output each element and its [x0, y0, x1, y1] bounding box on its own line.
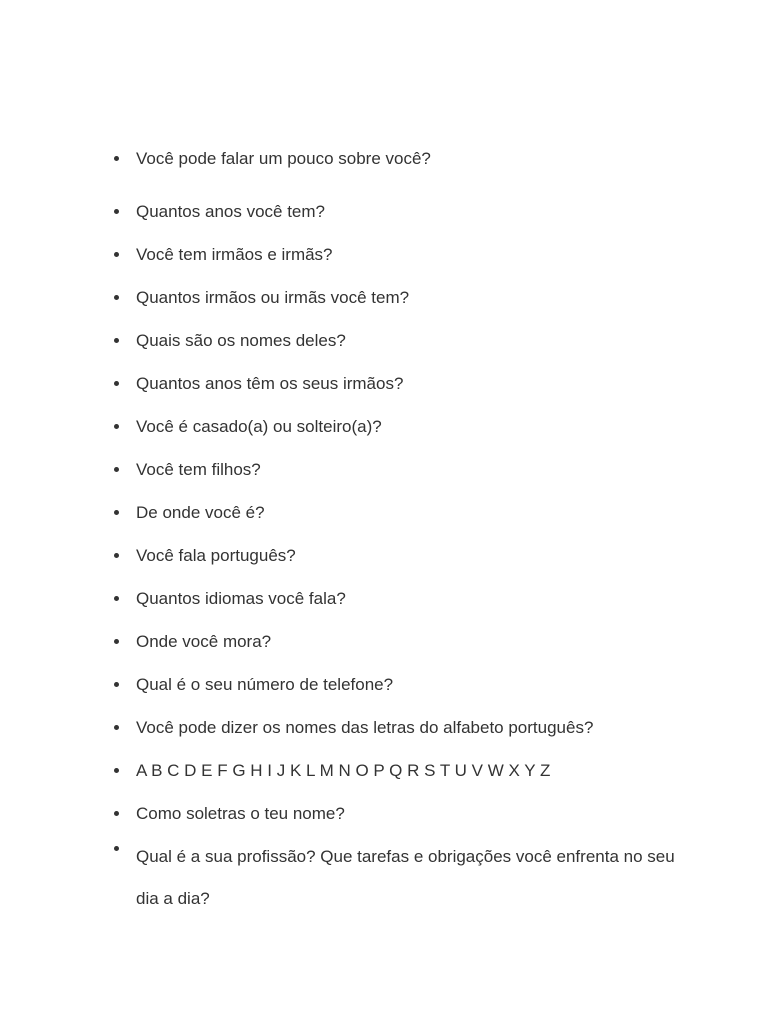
list-item	[136, 500, 696, 526]
question-text: De onde você é?	[136, 503, 265, 522]
question-text: Qual é a sua profissão? Que tarefas e obrigações você enfrenta no seu dia a dia?	[136, 847, 675, 908]
question-text: Como soletras o teu nome?	[136, 804, 345, 823]
list-item	[136, 715, 696, 741]
question-text: Quantos anos têm os seus irmãos?	[136, 374, 404, 393]
question-text: Quantos anos você tem?	[136, 202, 326, 221]
bullet-icon	[114, 811, 119, 816]
question-text: Quantos irmãos ou irmãs você tem?	[136, 288, 410, 307]
question-list	[136, 146, 696, 920]
bullet-icon	[114, 725, 119, 730]
bullet-icon	[114, 424, 119, 429]
question-text: Quais são os nomes deles?	[136, 331, 346, 350]
alphabet-text: A B C D E F G H I J K L M N O P Q R S T U V W X Y Z	[136, 761, 551, 780]
bullet-icon	[114, 768, 119, 773]
question-text: Você tem irmãos e irmãs?	[136, 245, 333, 264]
bullet-icon	[114, 156, 119, 161]
bullet-icon	[114, 381, 119, 386]
bullet-icon	[114, 639, 119, 644]
question-text: Você fala português?	[136, 546, 296, 565]
bullet-icon	[114, 846, 119, 851]
question-text: Você pode dizer os nomes das letras do alfabeto português?	[136, 718, 594, 737]
question-text: Você tem filhos?	[136, 460, 261, 479]
list-item	[136, 801, 696, 827]
bullet-icon	[114, 682, 119, 687]
bullet-icon	[114, 209, 119, 214]
bullet-icon	[114, 338, 119, 343]
list-item	[136, 836, 696, 920]
list-item	[136, 414, 696, 440]
list-item	[136, 371, 696, 397]
list-item	[136, 328, 696, 354]
bullet-icon	[114, 252, 119, 257]
bullet-icon	[114, 553, 119, 558]
list-item	[136, 586, 696, 612]
question-text: Você é casado(a) ou solteiro(a)?	[136, 417, 382, 436]
list-item	[136, 199, 696, 225]
list-item	[136, 146, 696, 172]
question-text: Onde você mora?	[136, 632, 272, 651]
question-text: Qual é o seu número de telefone?	[136, 675, 394, 694]
question-text: Quantos idiomas você fala?	[136, 589, 346, 608]
list-item	[136, 672, 696, 698]
bullet-icon	[114, 510, 119, 515]
bullet-icon	[114, 467, 119, 472]
question-text: Você pode falar um pouco sobre você?	[136, 149, 431, 168]
list-item	[136, 285, 696, 311]
bullet-icon	[114, 295, 119, 300]
bullet-icon	[114, 596, 119, 601]
list-item	[136, 543, 696, 569]
list-item	[136, 242, 696, 268]
list-item	[136, 629, 696, 655]
list-item	[136, 457, 696, 483]
list-item	[136, 758, 696, 784]
